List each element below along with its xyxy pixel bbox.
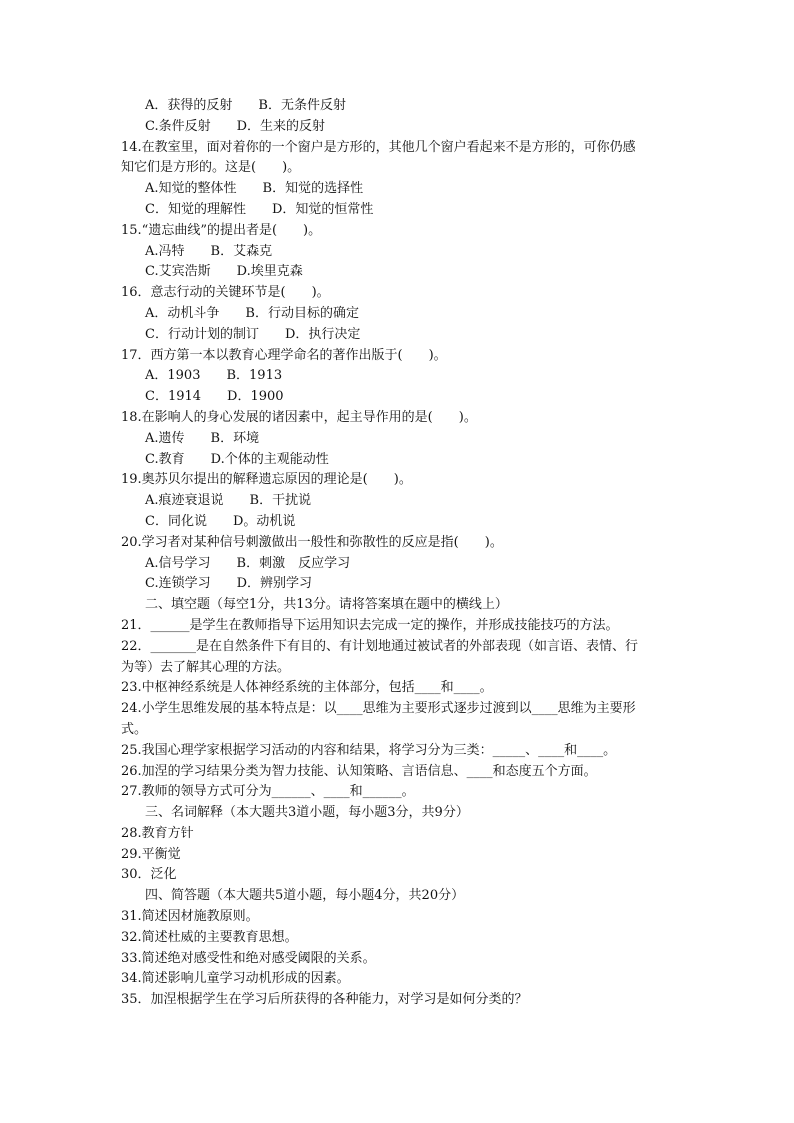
question-line: 24.小学生思维发展的基本特点是：以____思维为主要形式逐步过渡到以____思维为主要形 (121, 701, 636, 717)
question-line: 35．加涅根据学生在学习后所获得的各种能力，对学习是如何分类的？ (121, 992, 528, 1008)
question-line: 28.教育方针 (121, 825, 194, 841)
answer-options-line: A．1903 B．1913 (145, 368, 283, 384)
answer-options-line: A.信号学习 B．刺激 反应学习 (145, 555, 351, 571)
answer-options-line: A.遗传 B．环境 (145, 430, 260, 446)
answer-options-line: C．同化说 D。动机说 (145, 513, 296, 529)
question-line: 34.简述影响儿童学习动机形成的因素。 (121, 971, 350, 987)
answer-options-line: C．知觉的理解性 D．知觉的恒常性 (145, 201, 374, 217)
question-line: 23.中枢神经系统是人体神经系统的主体部分，包括____和____。 (121, 680, 493, 696)
answer-options-line: C．1914 D．1900 (145, 389, 284, 405)
section-heading: 二、填空题（每空1分，共13分。请将答案填在题中的横线上） (145, 597, 508, 613)
question-line: 22．_______是在自然条件下有目的、有计划地通过被试者的外部表现（如言语、表情、行 (121, 638, 639, 654)
answer-options-line: C.条件反射 D．生来的反射 (145, 118, 326, 134)
section-heading: 四、简答题（本大题共5道小题，每小题4分，共20分） (145, 888, 465, 904)
answer-options-line: C.教育 D.个体的主观能动性 (145, 451, 329, 467)
question-line: 32.简述杜威的主要教育思想。 (121, 929, 298, 945)
question-line: 为等）去了解其心理的方法。 (121, 659, 291, 675)
question-line: 30．泛化 (121, 867, 177, 883)
answer-options-line: C.艾宾浩斯 D.埃里克森 (145, 264, 303, 280)
question-line: 26.加涅的学习结果分类为智力技能、认知策略、言语信息、____和态度五个方面。 (121, 763, 597, 779)
question-line: 17．西方第一本以教育心理学命名的著作出版于( )。 (121, 347, 447, 363)
question-line: 14.在教室里，面对着你的一个窗户是方形的，其他几个窗户看起来不是方形的，可你仍感 (121, 139, 636, 155)
section-heading: 三、名词解释（本大题共3道小题，每小题3分，共9分） (145, 805, 469, 821)
question-line: 式。 (121, 721, 148, 737)
answer-options-line: C．行动计划的制订 D．执行决定 (145, 326, 361, 342)
question-line: 31.简述因材施教原则。 (121, 909, 259, 925)
question-line: 27.教师的领导方式可分为______、____和______。 (121, 784, 415, 800)
question-line: 15.“遗忘曲线”的提出者是( )。 (121, 222, 322, 238)
question-line: 21．______是学生在教师指导下运用知识去完成一定的操作，并形成技能技巧的方法。 (121, 617, 619, 633)
answer-options-line: A.冯特 B．艾森克 (145, 243, 273, 259)
answer-options-line: A.知觉的整体性 B．知觉的选择性 (145, 181, 364, 197)
question-line: 16．意志行动的关键环节是( )。 (121, 285, 330, 301)
question-line: 33.简述绝对感受性和绝对感受阈限的关系。 (121, 950, 376, 966)
question-line: 18.在影响人的身心发展的诸因素中，起主导作用的是( )。 (121, 409, 477, 425)
answer-options-line: C.连锁学习 D．辨别学习 (145, 576, 313, 592)
exam-text-body (121, 96, 681, 1011)
question-line: 20.学习者对某种信号刺激做出一般性和弥散性的反应是指( )。 (121, 534, 503, 550)
question-line: 19.奥苏贝尔提出的解释遗忘原因的理论是( )。 (121, 472, 412, 488)
question-line: 25.我国心理学家根据学习活动的内容和结果，将学习分为三类：_____、____和____。 (121, 742, 617, 758)
question-line: 29.平衡觉 (121, 846, 181, 862)
answer-options-line: A．获得的反射 B．无条件反射 (145, 98, 346, 113)
answer-options-line: A．动机斗争 B．行动目标的确定 (145, 305, 359, 321)
question-line: 知它们是方形的。这是( )。 (121, 160, 301, 176)
answer-options-line: A.痕迹衰退说 B．干扰说 (145, 493, 312, 509)
